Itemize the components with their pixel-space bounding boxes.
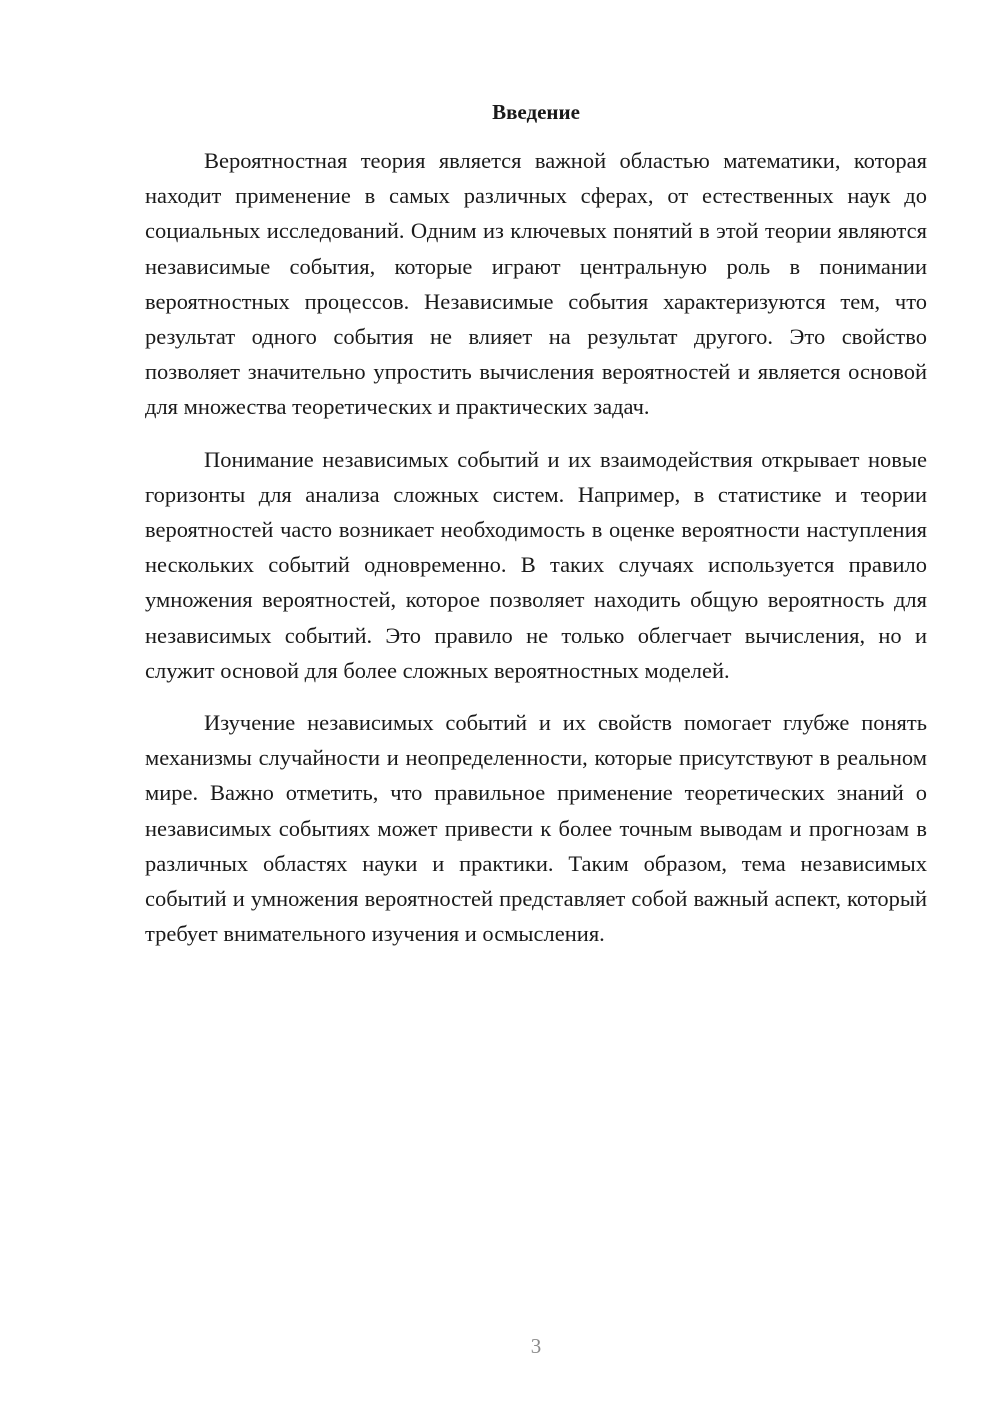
paragraph-3: Изучение независимых событий и их свойств помогает глубже понять механизмы случайности и неопределенности, которые присутствуют в реальном мире. Важно отметить, что правильное применение теоретических знаний о независимых событиях может привести к более точным выводам и прогнозам в различных областях науки и практики. Таким образом, тема независимых событий и умножения вероятностей представляет собой важный аспект, который требует внимательного изучения и осмысления. [145, 710, 927, 947]
page-number: 3 [530, 1334, 542, 1358]
paragraph-2: Понимание независимых событий и их взаимодействия открывает новые горизонты для анализа сложных систем. Например, в статистике и теории вероятностей часто возникает необходимость в оценке вероятности наступления нескольких событий одновременно. В таких случаях используется правило умножения вероятностей, которое позволяет находить общую вероятность для независимых событий. Это правило не только облегчает вычисления, но и служит основой для более сложных вероятностных моделей. [145, 446, 927, 683]
paragraph-1: Вероятностная теория является важной областью математики, которая находит применение в самых различных сферах, от естественных наук до социальных исследований. Одним из ключевых понятий в этой теории являются независимые события, которые играют центральную роль в понимании вероятностных процессов. Независимые события характеризуются тем, что результат одного события не влияет на результат другого. Это свойство позволяет значительно упростить вычисления вероятностей и является основой для множества теоретических и практических задач. [145, 148, 927, 420]
section-heading: Введение [492, 100, 580, 124]
body-text [145, 143, 927, 968]
